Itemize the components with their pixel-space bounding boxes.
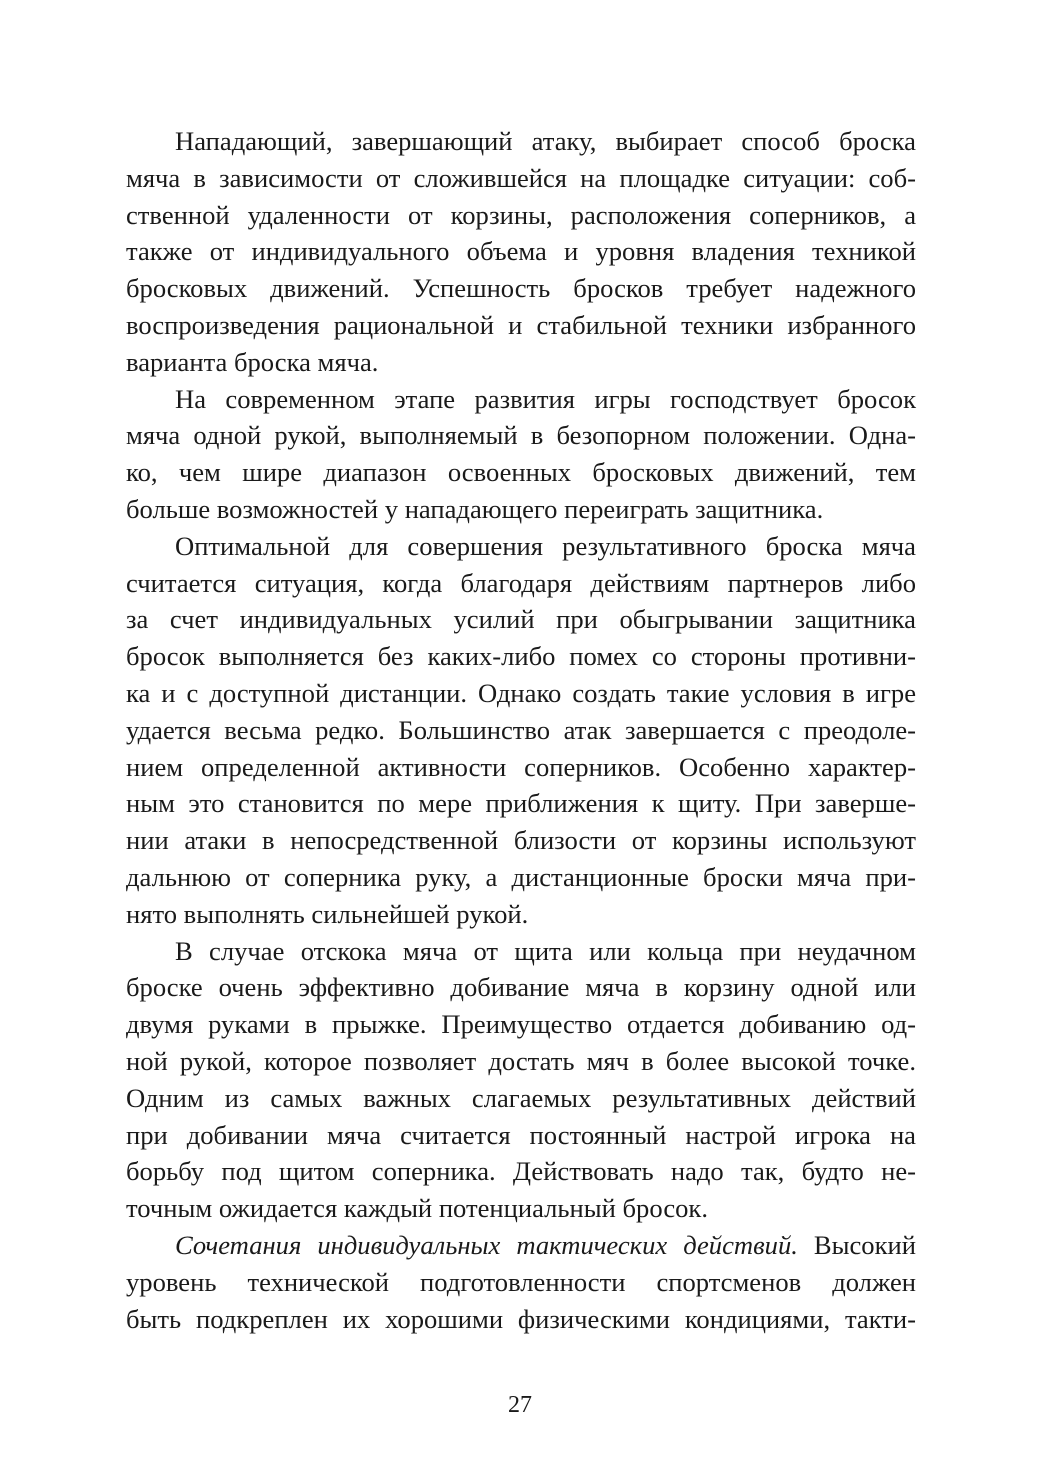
- paragraph-3: [126, 528, 916, 933]
- text-fragment: Высокий: [797, 1229, 916, 1260]
- text-line: мяча одной рукой, выполняемый в безопорном положении. Одна-: [126, 420, 916, 451]
- text-line: больше возможностей у нападающего переиграть защитника.: [126, 493, 824, 524]
- text-line: за счет индивидуальных усилий при обыгрывании защитника: [126, 604, 916, 635]
- text-line: ной рукой, которое позволяет достать мяч в более высокой точке.: [126, 1045, 916, 1076]
- text-line: при добивании мяча считается постоянный настрой игрока на: [126, 1119, 916, 1150]
- paragraph-4: [126, 933, 916, 1227]
- text-line: борьбу под щитом соперника. Действовать надо так, будто не-: [126, 1156, 916, 1187]
- text-line: также от индивидуального объема и уровня владения техникой: [126, 236, 916, 267]
- text-line: двумя руками в прыжке. Преимущество отдается добиванию од-: [126, 1009, 916, 1040]
- text-line: удается весьма редко. Большинство атак завершается с преодоле-: [126, 714, 916, 745]
- text-line: ко, чем шире диапазон освоенных бросковых движений, тем: [126, 457, 916, 488]
- text-line: ственной удаленности от корзины, расположения соперников, а: [126, 199, 916, 230]
- text-line: нии атаки в непосредственной близости от корзины используют: [126, 825, 916, 856]
- text-line: нято выполнять сильнейшей рукой.: [126, 898, 529, 929]
- paragraph-1: [126, 123, 916, 381]
- text-line: Оптимальной для совершения результативного броска мяча: [175, 530, 916, 561]
- text-line: ка и с доступной дистанции. Однако создать такие условия в игре: [126, 677, 916, 708]
- text-line: броске очень эффективно добивание мяча в корзину одной или: [126, 972, 916, 1003]
- text-line: В случае отскока мяча от щита или кольца при неудачном: [175, 935, 916, 966]
- text-line: бросок выполняется без каких-либо помех со стороны противни-: [126, 641, 916, 672]
- text-line: ным это становится по мере приближения к щиту. При заверше-: [126, 788, 916, 819]
- text-line: бросковых движений. Успешность бросков требует надежного: [126, 273, 916, 304]
- page-number: 27: [508, 1392, 532, 1418]
- paragraph-2: [126, 381, 916, 528]
- text-line: варианта броска мяча.: [126, 346, 379, 377]
- text-line: Одним из самых важных слагаемых результативных действий: [126, 1082, 916, 1113]
- text-line: считается ситуация, когда благодаря действиям партнеров либо: [126, 567, 916, 598]
- text-line: точным ожидается каждый потенциальный бросок.: [126, 1193, 708, 1224]
- text-line: нием определенной активности соперников. Особенно характер-: [126, 751, 916, 782]
- text-line: воспроизведения рациональной и стабильной техники избранного: [126, 309, 916, 340]
- text-line: уровень технической подготовленности спортсменов должен: [126, 1266, 916, 1297]
- text-line: дальнюю от соперника руку, а дистанционные броски мяча при-: [126, 861, 916, 892]
- text-line: Нападающий, завершающий атаку, выбирает способ броска: [175, 126, 916, 156]
- paragraph-5: [126, 1227, 916, 1337]
- page-body: [126, 123, 916, 1337]
- text-line: На современном этапе развития игры господствует бросок: [175, 383, 916, 414]
- text-line: [126, 1227, 916, 1264]
- text-line: мяча в зависимости от сложившейся на площадке ситуации: соб-: [126, 162, 916, 193]
- section-lead-italic: Сочетания индивидуальных тактических действий.: [175, 1229, 798, 1260]
- text-line: быть подкреплен их хорошими физическими кондициями, такти-: [126, 1303, 916, 1334]
